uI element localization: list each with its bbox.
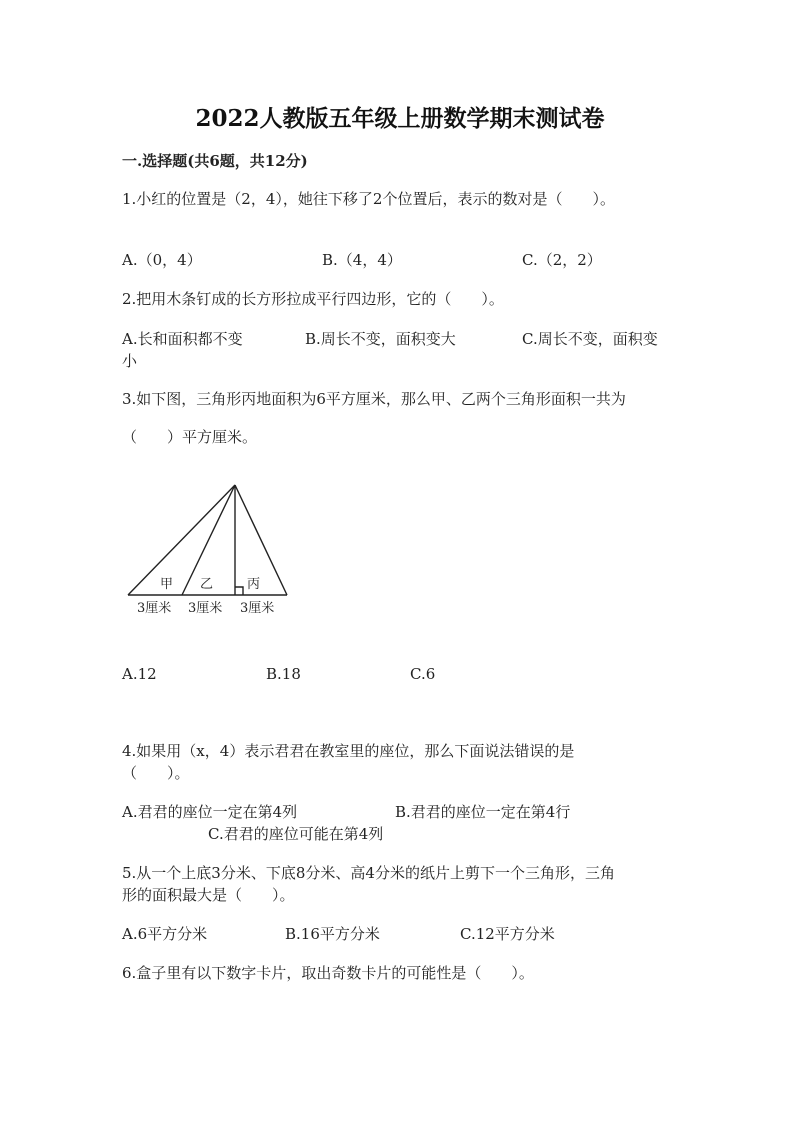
question-1-option-a: A.（0，4）: [122, 251, 202, 269]
question-4-option-b: B.君君的座位一定在第4行: [395, 803, 571, 821]
question-1-option-b: B.（4，4）: [322, 251, 402, 269]
question-2-stem: 2.把用木条钉成的长方形拉成平行四边形，它的（ ）。: [122, 290, 504, 308]
question-6-stem: 6.盒子里有以下数字卡片，取出奇数卡片的可能性是（ ）。: [122, 964, 534, 982]
question-4-option-a: A.君君的座位一定在第4列: [122, 803, 298, 821]
question-5-option-a: A.6平方分米: [122, 925, 208, 943]
question-5-option-b: B.16平方分米: [285, 925, 380, 943]
question-3-option-a: A.12: [122, 665, 157, 683]
label-jia: 甲: [160, 577, 174, 592]
question-2-option-c: C.周长不变，面积变: [522, 330, 658, 348]
label-yi: 乙: [200, 577, 214, 592]
question-3-option-c: C.6: [410, 665, 436, 683]
question-5-stem-line1: 5.从一个上底3分米、下底8分米、高4分米的纸片上剪下一个三角形，三角: [122, 864, 615, 882]
question-5-stem-line2: 形的面积最大是（ ）。: [122, 886, 295, 904]
page-title: 2022人教版五年级上册数学期末测试卷: [195, 105, 605, 132]
question-1-stem: 1.小红的位置是（2，4），她往下移了2个位置后，表示的数对是（ ）。: [122, 190, 615, 208]
label-bing: 丙: [247, 577, 261, 592]
question-2-option-a: A.长和面积都不变: [122, 330, 243, 348]
question-2-option-b: B.周长不变，面积变大: [305, 330, 456, 348]
triangle-figure: [120, 475, 300, 620]
question-4-stem-line2: （ ）。: [122, 764, 190, 782]
section-heading: 一.选择题(共6题，共12分): [122, 152, 308, 170]
base-length-2: 3厘米: [188, 601, 223, 616]
question-3-stem-line2: （ ）平方厘米。: [122, 428, 258, 446]
base-length-3: 3厘米: [240, 601, 275, 616]
question-1-option-c: C.（2，2）: [522, 251, 602, 269]
question-3-stem-line1: 3.如下图，三角形丙地面积为6平方厘米，那么甲、乙两个三角形面积一共为: [122, 390, 626, 408]
question-4-stem-line1: 4.如果用（x，4）表示君君在教室里的座位，那么下面说法错误的是: [122, 742, 575, 760]
question-2-option-c-wrap: 小: [122, 352, 138, 370]
question-3-option-b: B.18: [266, 665, 301, 683]
base-length-1: 3厘米: [137, 601, 172, 616]
question-4-option-c: C.君君的座位可能在第4列: [208, 825, 384, 843]
question-5-option-c: C.12平方分米: [460, 925, 555, 943]
